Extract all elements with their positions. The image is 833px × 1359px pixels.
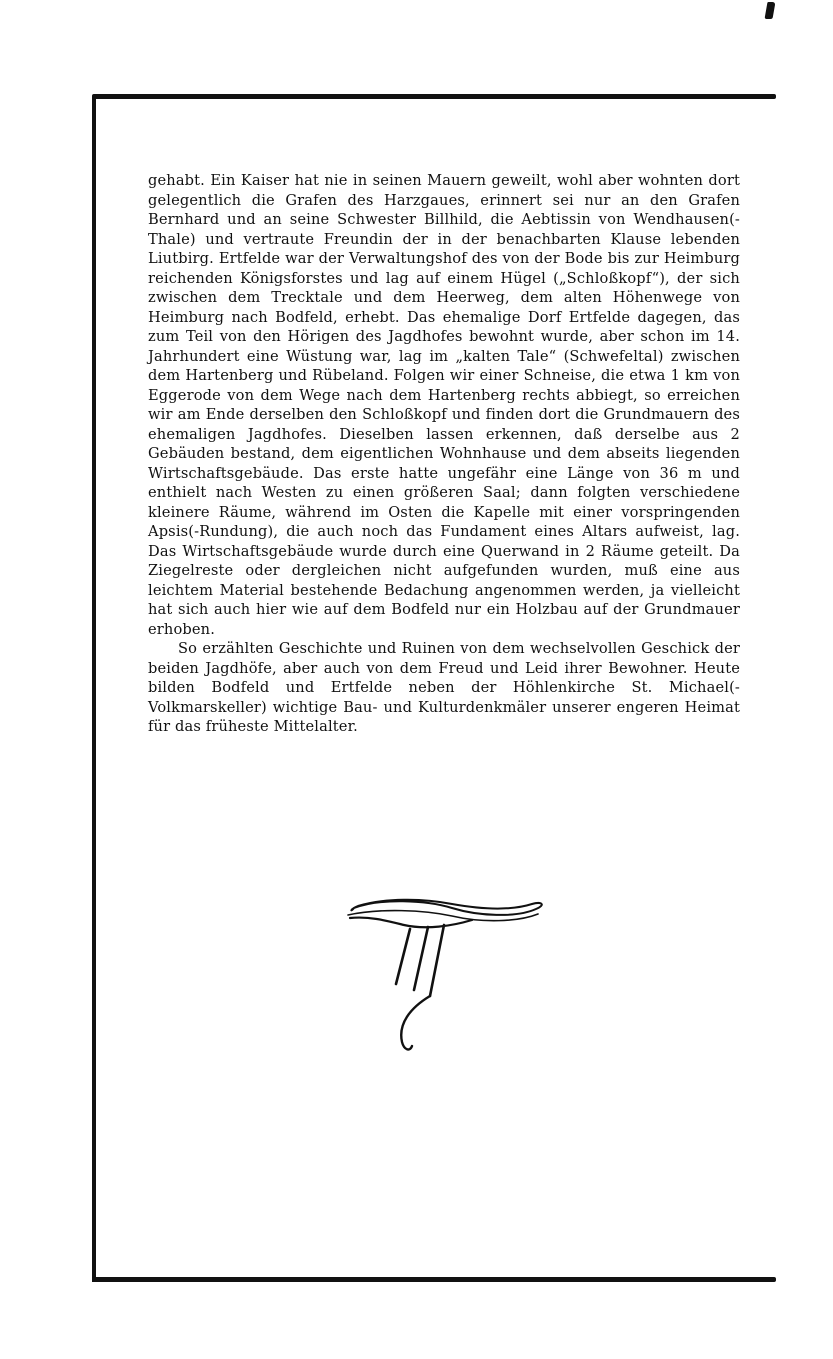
paragraph-1: gehabt. Ein Kaiser hat nie in seinen Mauern geweilt, wohl aber wohnten dort gelegentlich die Grafen des Harzgaues, erinnert sei nur an den Grafen Bernhard und an seine Schwester Billhild, die Aebtissin von Wendhausen(-Thale) und vertraute Freundin der in der benachbarten Klause lebenden Liutbirg. Ertfelde war der Verwaltungshof des von der Bode bis zur Heimburg reichenden Königsforstes und lag auf einem Hügel („Schloßkopf“), der sich zwischen dem Trecktale und dem Heerweg, dem alten Höhenwege von Heimburg nach Bodfeld, erhebt. Das ehemalige Dorf Ertfelde dagegen, das zum Teil von den Hörigen des Jagdhofes bewohnt wurde, aber schon im 14. Jahrhundert eine Wüstung war, lag im „kalten Tale“ (Schwefeltal) zwischen dem Hartenberg und Rübeland. Folgen wir einer Schneise, die etwa 1 km von Eggerode von dem Wege nach dem Hartenberg rechts abbiegt, so erreichen wir am Ende derselben den Schloßkopf und finden dort die Grundmauern des ehemaligen Jagdhofes. Dieselben lassen erkennen, daß derselbe aus 2 Gebäuden bestand, dem eigentlichen Wohnhause und dem abseits liegenden Wirtschaftsgebäude. Das erste hatte ungefähr eine Länge von 36 m und enthielt nach Westen zu einen größeren Saal; dann folgten verschiedene kleinere Räume, während im Osten die Kapelle mit einer vorspringenden Apsis(-Rundung), die auch noch das Fundament eines Altars aufweist, lag. Das Wirtschaftsgebäude wurde durch eine Querwand in 2 Räume geteilt. Da Ziegelreste oder dergleichen nicht aufgefunden wurden, muß eine aus leichtem Material bestehende Bedachung angenommen werden, ja vielleicht hat sich auch hier wie auf dem Bodfeld nur ein Holzbau auf der Grundmauer erhoben. bbox=[148, 172, 740, 638]
body-text bbox=[148, 171, 740, 737]
paragraph-2: So erzählten Geschichte und Ruinen von dem wechselvollen Geschick der beiden Jagdhöfe, aber auch von dem Freud und Leid ihrer Bewohner. Heute bilden Bodfeld und Ertfelde neben der Höhlenkirche St. Michael(-Volkmarskeller) wichtige Bau- und Kulturdenkmäler unserer engeren Heimat für das früheste Mittelalter. bbox=[148, 640, 740, 735]
bottom-border-rule bbox=[92, 1277, 776, 1282]
closing-ornament-icon bbox=[340, 896, 550, 1052]
left-border-rule bbox=[92, 96, 96, 1282]
top-border-rule bbox=[92, 94, 776, 99]
corner-mark bbox=[765, 2, 776, 19]
